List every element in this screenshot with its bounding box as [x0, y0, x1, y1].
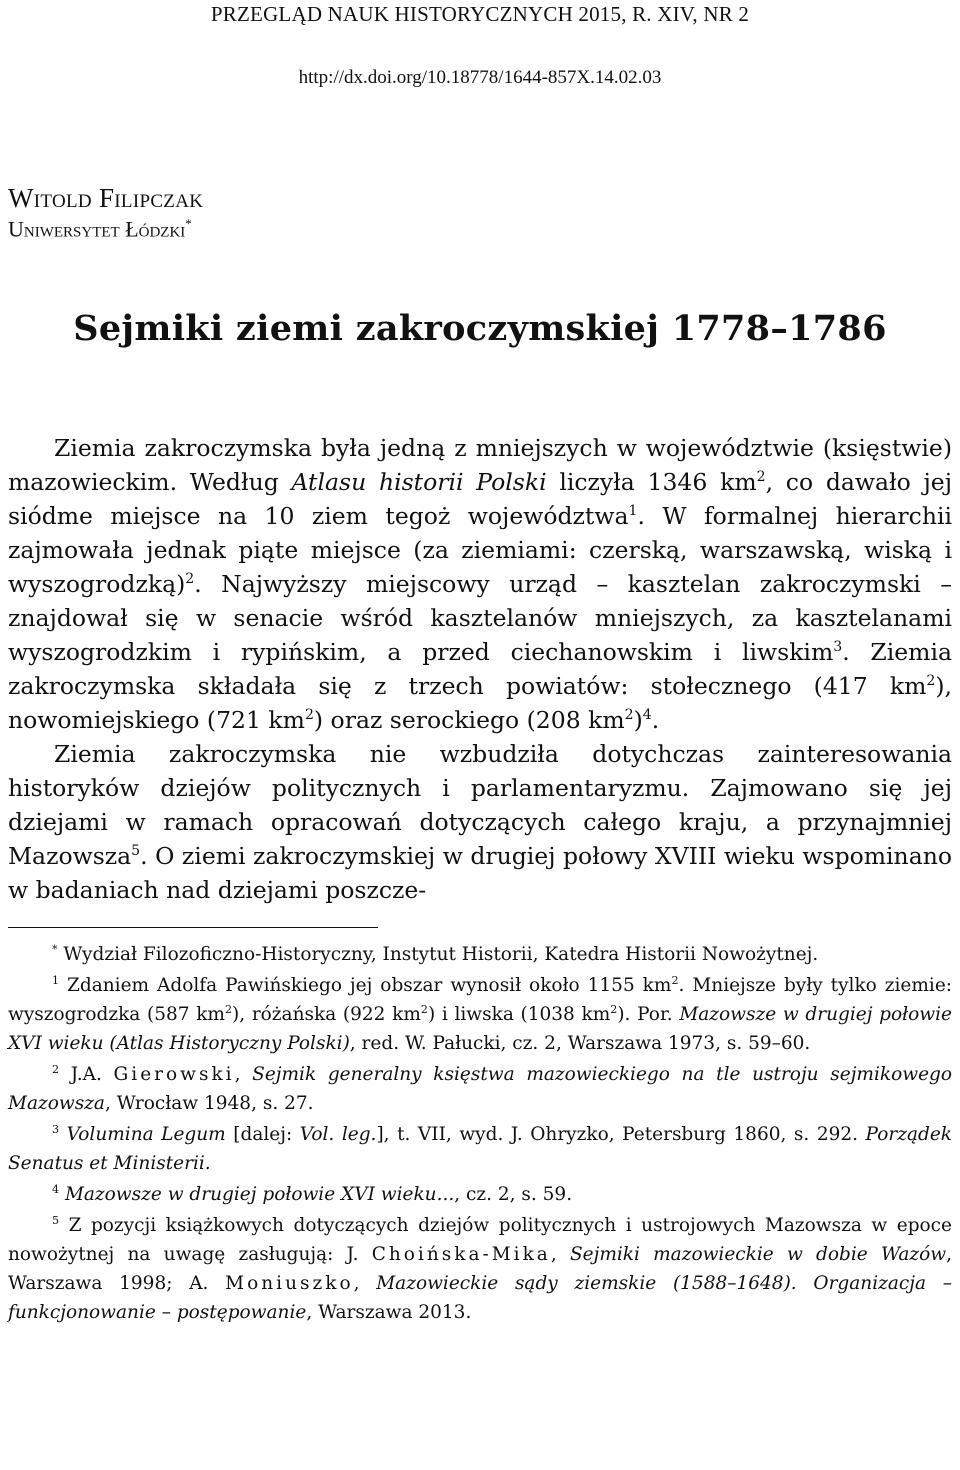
fn5-author-1: Choińska-Mika: [371, 1244, 551, 1266]
footnote-5: [8, 1211, 952, 1327]
footnote-ref-3[interactable]: 3: [833, 639, 843, 656]
fn1-text-c: . Mniejsze były tylko ziemie: wyszogrodzka (587 km: [8, 975, 952, 1026]
fn4-text-b: , cz. 2, s. 59.: [454, 1184, 573, 1206]
fn1-text-k: , red. W. Pałucki, cz. 2, Warszawa 1973, s. 59–60.: [349, 1033, 811, 1055]
fn2-text-c: ,: [234, 1064, 253, 1086]
p1-text-m: ), nowomiejskiego (721 km: [8, 672, 952, 735]
p1-superscript-2c: 2: [304, 707, 314, 724]
fn1-text-g: ) i liwska (1038 km: [427, 1004, 611, 1026]
article-title: Sejmiki ziemi zakroczymskiej 1778–1786: [73, 308, 887, 350]
fn5-author-2: Moniuszko: [225, 1273, 354, 1295]
footnote-mark-2: 2: [52, 1063, 60, 1077]
fn2-text-e: , Wrocław 1948, s. 27.: [104, 1093, 314, 1115]
p1-text-o: ) oraz serockiego (208 km: [313, 706, 625, 735]
footnote-ref-2[interactable]: 2: [185, 571, 195, 588]
author-name: Witold Filipczak: [8, 183, 204, 213]
fn1-sup-h: 2: [610, 1003, 618, 1017]
journal-page: [8, 0, 952, 1327]
author-affiliation: [8, 216, 952, 242]
fn1-text-i: ). Por.: [617, 1004, 680, 1026]
fn1-sup-b: 2: [671, 974, 679, 988]
p1-text-i: . Najwyższy miejscowy urząd – kasztelan zakroczymski – znajdował się w senacie wśród kasztelanów mniejszych, za kasztelanami wyszogrodzkim i rypińskim, a przed ciechanowskim i liwskim: [8, 570, 952, 667]
p1-text-s: .: [651, 706, 660, 735]
p1-superscript-2: 2: [756, 469, 766, 486]
footnote-star-text: Wydział Filozoficzno-Historyczny, Instytut Historii, Katedra Historii Nowożytnej.: [57, 944, 819, 966]
affiliation-text: Uniwersytet Łódzki: [8, 216, 186, 242]
footnote-mark-3: 3: [52, 1123, 60, 1137]
fn1-sup-d: 2: [224, 1003, 233, 1017]
fn1-sup-f: 2: [420, 1003, 428, 1017]
p2-text-c: . O ziemi zakroczymskiej w drugiej połowy XVIII wieku wspominano w badaniach nad dziejami poszcze-: [8, 842, 952, 905]
fn5-text-i: , Warszawa 2013.: [306, 1302, 472, 1324]
footnote-4: [8, 1180, 952, 1209]
footnotes: [8, 940, 952, 1327]
footnote-ref-5[interactable]: 5: [131, 843, 141, 860]
fn1-atlas-title: Mazowsze w drugiej połowie XVI wieku (Atlas Historyczny Polski): [8, 1004, 952, 1055]
p1-text-e: , co dawało jej siódme miejsce na 10 ziem tegoż województwa: [8, 468, 952, 531]
p1-text-c: liczyła 1346 km: [546, 468, 757, 497]
p1-text-g: . W formalnej hierarchii zajmowała jednak piąte miejsce (za ziemiami: czerską, warszawską, wiską i wyszogrodzką): [8, 502, 952, 599]
fn3-abbrev: Vol. leg.: [299, 1124, 377, 1146]
p2-text-a: Ziemia zakroczymska nie wzbudziła dotychczas zainteresowania historyków dziejów politycznych i parlamentaryzmu. Zajmowano się jej dziejami w ramach opracowań dotyczących całego kraju, a przynajmniej Mazowsza: [8, 740, 952, 871]
article-body: [8, 431, 952, 907]
footnote-mark-star: *: [52, 943, 58, 957]
p1-atlas-title: Atlasu historii Polski: [291, 468, 547, 497]
footnote-2: [8, 1060, 952, 1118]
affiliation-footnote-marker[interactable]: *: [185, 216, 192, 231]
footnote-ref-4[interactable]: 4: [642, 707, 652, 724]
p1-text-k: . Ziemia zakroczymska składała się z trzech powiatów: stołecznego (417 km: [8, 638, 952, 701]
fn5-title-2: Mazowieckie sądy ziemskie (1588–1648). Organizacja – funkcjonowanie – postępowanie: [8, 1273, 952, 1324]
body-paragraph-1: [8, 431, 952, 737]
p1-superscript-2d: 2: [624, 707, 634, 724]
fn3-text-d: ], t. VII, wyd. J. Ohryzko, Petersburg 1860, s. 292.: [376, 1124, 866, 1146]
body-paragraph-2: [8, 737, 952, 907]
fn3-text-b: [dalej:: [225, 1124, 300, 1146]
footnote-mark-4: 4: [52, 1183, 60, 1197]
fn1-text-e: ), różańska (922 km: [232, 1004, 421, 1026]
fn2-book-title: Sejmik generalny księstwa mazowieckiego na tle ustroju sejmikowego Mazowsza: [8, 1064, 953, 1115]
fn3-porzadek-title: Porządek Senatus et Ministerii.: [8, 1124, 953, 1175]
fn5-text-g: ,: [353, 1273, 377, 1295]
p1-superscript-2b: 2: [926, 673, 936, 690]
footnote-mark-5: 5: [52, 1214, 60, 1228]
footnote-star: [8, 940, 952, 969]
fn5-text-a: Z pozycji książkowych dotyczących dziejów politycznych i ustrojowych Mazowsza w epoce nowożytnej na uwagę zasługują: J.: [8, 1215, 952, 1266]
footnote-3: [8, 1120, 952, 1178]
running-head: PRZEGLĄD NAUK HISTORYCZNYCH 2015, R. XIV, NR 2: [210, 2, 750, 26]
fn3-volumina-title: Volumina Legum: [66, 1124, 226, 1146]
fn2-author: Gierowski: [113, 1064, 235, 1086]
fn2-text-a: J.A.: [59, 1064, 114, 1086]
footnote-mark-1: 1: [52, 974, 60, 988]
fn1-text-a: Zdaniem Adolfa Pawińskiego jej obszar wynosił około 1155 km: [59, 975, 672, 997]
fn5-text-c: ,: [550, 1244, 570, 1266]
footnote-1: [8, 971, 952, 1058]
doi-link[interactable]: http://dx.doi.org/10.18778/1644-857X.14.02.03: [298, 67, 662, 88]
footnote-ref-1[interactable]: 1: [628, 503, 638, 520]
fn5-title-1: Sejmiki mazowieckie w dobie Wazów: [569, 1244, 947, 1266]
p1-text-q: ): [633, 706, 643, 735]
footnote-separator: [8, 927, 378, 928]
fn5-text-e: , Warszawa 1998; A.: [8, 1244, 952, 1295]
p1-text-a: Ziemia zakroczymska była jedną z mniejszych w województwie (księstwie) mazowieckim. Według: [8, 434, 952, 497]
fn4-title: Mazowsze w drugiej połowie XVI wieku...: [64, 1184, 455, 1206]
